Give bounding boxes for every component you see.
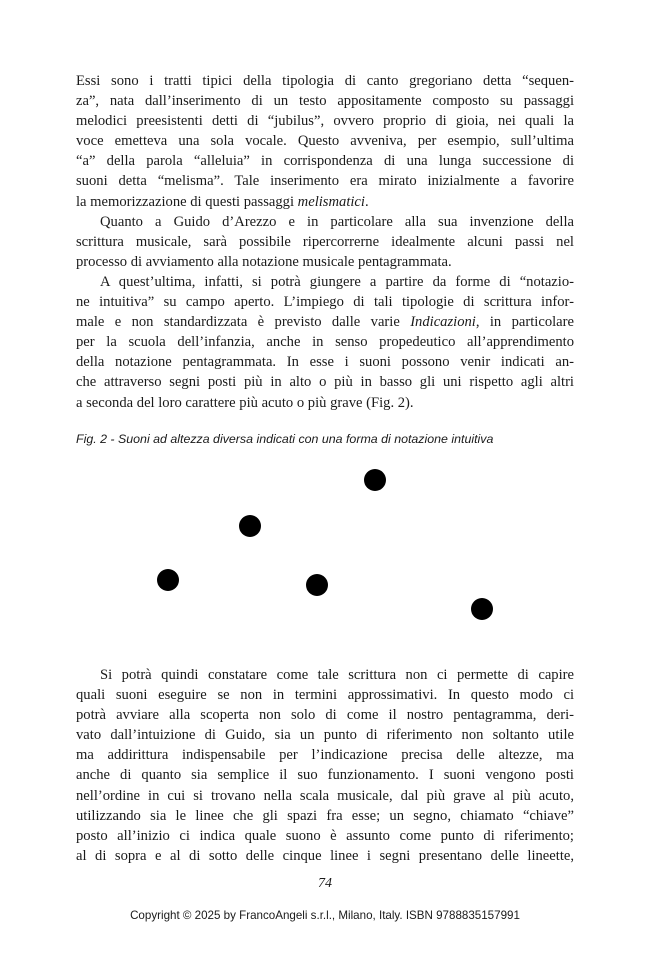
text-line: vato dall’intuizione di Guido, sia un punto di riferimento non soltanto utile	[76, 727, 574, 744]
text-line	[76, 192, 574, 212]
text-line: voce emetteva una sola vocale. Questo avveniva, per esempio, sull’ultima	[76, 133, 574, 150]
note-dot	[157, 569, 179, 591]
text-fragment: , in particolare	[475, 314, 574, 331]
figure-caption: Fig. 2 - Suoni ad altezza diversa indicati con una forma di notazione intuitiva	[76, 432, 494, 446]
text-fragment: .	[364, 193, 369, 210]
paragraph-guido	[76, 212, 574, 272]
text-line: anche di quanto sia semplice il suo funzionamento. I suoni vengono posti	[76, 767, 574, 784]
text-line: melodici preesistenti detti di “jubilus”, ovvero proprio di gioia, nei quali la	[76, 113, 574, 130]
text-line: Si potrà quindi constatare come tale scrittura non ci permette di capire	[100, 667, 574, 683]
text-line: potrà avviare alla scoperta non solo di come il nostro pentagramma, deri-	[76, 707, 574, 724]
text-line: “a” della parola “alleluia” in corrispondenza di una lunga successione di	[76, 153, 574, 170]
paragraph-sequenza	[76, 71, 574, 212]
text-line: nell’ordine in cui si trovano nella scala musicale, dal più grave al più acuto,	[76, 787, 574, 804]
text-line: scrittura musicale, sarà possibile ripercorrerne idealmente alcuni passi nel	[76, 233, 574, 250]
text-line: ma addirittura indispensabile per l’indicazione precisa delle altezze, ma	[76, 747, 574, 764]
text-line: a seconda del loro carattere più acuto o più grave (Fig. 2).	[76, 394, 414, 411]
text-line: Quanto a Guido d’Arezzo e in particolare alla sua invenzione della	[100, 213, 574, 230]
text-line: posto all’inizio ci indica quale suono è assunto come punto di riferimento;	[76, 827, 574, 844]
text-line: A quest’ultima, infatti, si potrà giungere a partire da forme di “notazio-	[100, 274, 574, 290]
text-line	[76, 312, 574, 332]
text-line: per la scuola dell’infanzia, anche in senso propedeutico all’apprendimento	[76, 334, 574, 351]
text-fragment: la memorizzazione di questi passaggi	[76, 193, 298, 210]
note-dot	[306, 574, 328, 596]
text-fragment: male e non standardizzata è previsto dalle varie	[76, 314, 411, 331]
text-line: che attraverso segni posti più in alto o più in basso gli uni rispetto agli altri	[76, 374, 574, 391]
text-line: utilizzando sia le linee che gli spazi fra esse; un segno, chiamato “chiave”	[76, 807, 574, 824]
italic-term: Indicazioni	[410, 314, 476, 331]
text-line: al di sopra e al di sotto delle cinque linee i segni presentano delle lineette,	[76, 847, 574, 864]
text-line: Essi sono i tratti tipici della tipologia di canto gregoriano detta “sequen-	[76, 73, 574, 89]
note-dot	[239, 515, 261, 537]
text-line: quali suoni eseguire se non in termini approssimativi. In questo modo ci	[76, 687, 574, 704]
text-line: della notazione pentagrammata. In esse i suoni possono venir indicati an-	[76, 354, 574, 371]
text-line: ne intuitiva” su campo aperto. L’impiego di tali tipologie di scrittura infor-	[76, 294, 574, 311]
copyright-notice: Copyright © 2025 by FrancoAngeli s.r.l., Milano, Italy. ISBN 9788835157991	[130, 909, 520, 922]
text-line: suoni detta “melisma”. Tale inserimento era mirato inizialmente a favorire	[76, 173, 574, 190]
text-line: processo di avviamento alla notazione musicale pentagrammata.	[76, 253, 452, 270]
italic-term: melismatici	[297, 193, 365, 210]
paragraph-notazione-intuitiva	[76, 272, 574, 413]
note-dot	[364, 469, 386, 491]
page-number: 74	[318, 876, 332, 891]
paragraph-pentagramma	[76, 665, 574, 866]
intuitive-notation-figure	[0, 455, 650, 635]
note-dot	[471, 598, 493, 620]
text-line: za”, nata dall’inserimento di un testo appositamente composto su passaggi	[76, 93, 574, 110]
